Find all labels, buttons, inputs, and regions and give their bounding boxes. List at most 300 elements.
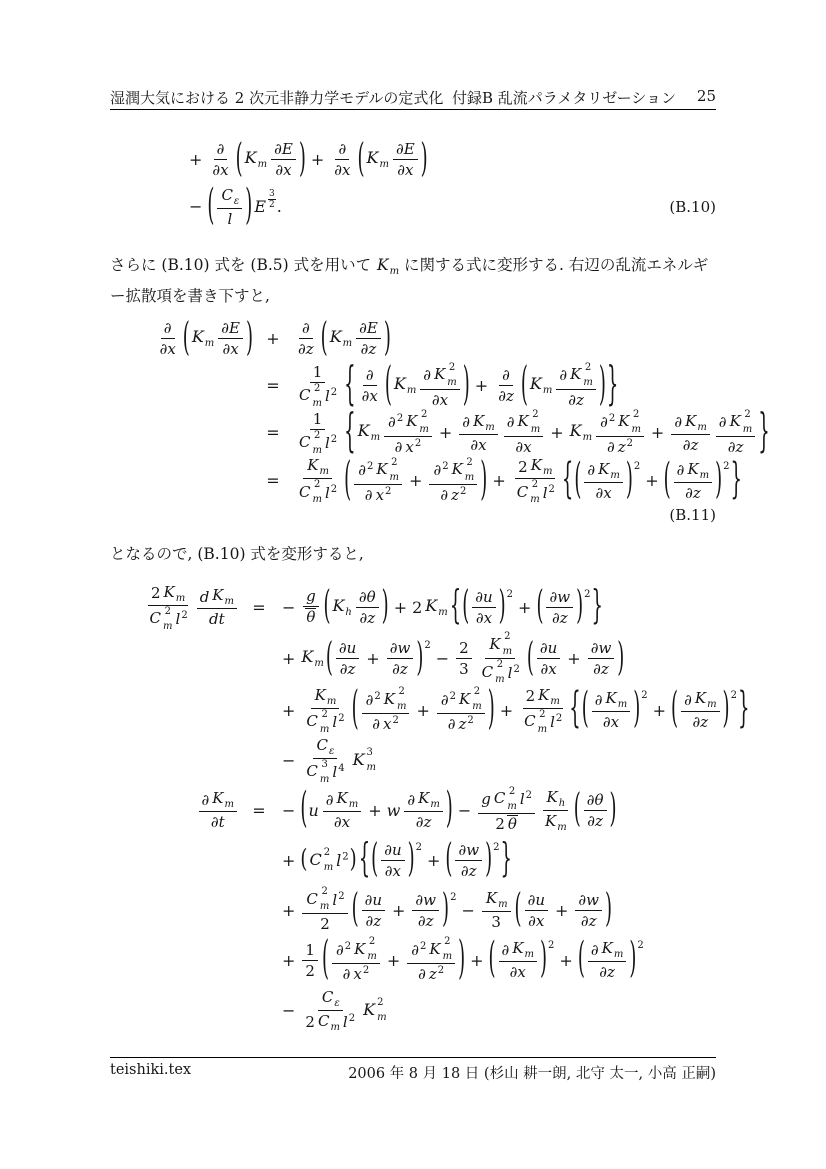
math-text: 2 xyxy=(150,584,161,602)
equation-lhs xyxy=(122,314,254,361)
math-fraction xyxy=(356,319,381,358)
math-sub: m xyxy=(175,592,186,604)
math-var: ∂x xyxy=(509,963,526,981)
open-delimiter: ( xyxy=(371,836,379,882)
math-operator: − xyxy=(461,900,475,920)
math-sub: m xyxy=(312,494,322,505)
math-group xyxy=(581,684,648,734)
math-sup: 4 xyxy=(338,763,345,774)
math-numerator xyxy=(323,789,361,812)
math-var: ∂ xyxy=(590,940,599,959)
equation-relation: = xyxy=(266,471,280,490)
open-delimiter: ( xyxy=(488,934,496,984)
math-numerator xyxy=(404,789,442,812)
math-group-content xyxy=(589,689,633,731)
math-sup-numerator: 3 xyxy=(269,188,275,199)
math-var-base: K xyxy=(307,456,319,474)
math-var: ∂w xyxy=(578,890,600,909)
equation-row xyxy=(140,835,716,885)
math-var xyxy=(485,889,508,910)
paragraph-transition: となるので, (B.10) 式を変形すると, xyxy=(110,545,364,563)
math-sub: m xyxy=(699,469,710,481)
equation-row xyxy=(122,505,716,525)
math-denominator xyxy=(437,485,469,504)
math-var: ∂ xyxy=(407,790,416,809)
math-numerator xyxy=(455,841,482,861)
math-var-base: K xyxy=(425,595,438,615)
math-group-content xyxy=(351,458,480,504)
math-group-exponent: 2 xyxy=(415,841,423,853)
math-var xyxy=(298,384,322,409)
math-sup: 3 xyxy=(366,746,373,758)
math-fraction xyxy=(499,939,537,981)
math-var xyxy=(244,148,267,170)
math-operator: − xyxy=(282,597,296,617)
math-var: ∂z xyxy=(727,437,744,456)
math-denominator xyxy=(467,435,489,454)
math-group xyxy=(207,180,253,230)
math-text: 3 xyxy=(459,660,469,678)
math-sup: 2 xyxy=(342,851,349,863)
open-delimiter: ( xyxy=(574,454,582,504)
math-var-base: K xyxy=(376,460,388,478)
math-sup: 2 xyxy=(525,790,532,802)
math-operator: + xyxy=(559,950,573,970)
open-delimiter: ( xyxy=(536,583,544,629)
math-var: ∂θ xyxy=(358,587,376,606)
math-denominator xyxy=(682,483,704,502)
math-var-base: l xyxy=(332,890,338,909)
math-group-exponent: 2 xyxy=(424,640,431,651)
math-group-exponent: 2 xyxy=(493,841,500,853)
math-var xyxy=(597,460,620,481)
math-sup: 2 xyxy=(366,461,374,472)
math-sub: m xyxy=(326,695,337,707)
math-var xyxy=(605,689,628,710)
math-var xyxy=(617,438,633,456)
math-var xyxy=(530,456,553,477)
math-group xyxy=(449,583,603,629)
math-text: 2 xyxy=(525,687,536,705)
equation-b11 xyxy=(122,314,770,525)
math-var-base: x xyxy=(382,715,392,733)
math-sub: m xyxy=(582,432,593,444)
math-group xyxy=(300,844,357,874)
running-head-section: 付録B 乱流パラメタリゼーション xyxy=(452,89,676,107)
math-var xyxy=(488,632,512,657)
math-var-base: ∂ xyxy=(433,461,442,479)
math-operator: + xyxy=(438,423,453,442)
math-var xyxy=(331,763,344,781)
math-var-base: K xyxy=(570,365,582,383)
math-fraction xyxy=(407,937,455,983)
math-var-base: C xyxy=(299,482,311,501)
math-subsup xyxy=(163,607,172,632)
equation-row xyxy=(140,632,716,685)
math-var xyxy=(458,715,474,733)
math-sub: m xyxy=(224,596,234,607)
math-var-base: x xyxy=(375,485,385,504)
inline-math-km xyxy=(376,256,400,278)
math-fraction xyxy=(537,639,560,678)
math-sub: m xyxy=(312,397,322,409)
math-sup: 2 xyxy=(368,936,376,947)
math-var xyxy=(599,413,615,431)
math-var-base: C xyxy=(299,433,311,451)
math-var: ∂ xyxy=(676,461,685,479)
math-fraction xyxy=(199,789,237,831)
equation-rhs xyxy=(278,931,645,986)
open-delimiter: ( xyxy=(325,634,333,681)
math-var xyxy=(424,596,447,618)
math-var: ∂u xyxy=(475,587,493,606)
open-delimiter: ( xyxy=(235,135,243,182)
math-var: ∂x xyxy=(159,340,176,358)
math-denominator xyxy=(445,714,477,733)
math-numerator xyxy=(393,140,418,160)
math-var xyxy=(684,412,707,433)
math-fraction xyxy=(331,140,353,179)
math-sub: m xyxy=(224,799,234,810)
math-subsup xyxy=(443,937,452,962)
math-var xyxy=(537,686,560,707)
math-var: g xyxy=(481,790,491,809)
math-var: ∂z xyxy=(339,660,356,678)
math-fraction xyxy=(575,891,602,930)
math-operator: + xyxy=(470,950,484,970)
open-delimiter: ( xyxy=(300,844,308,874)
close-delimiter: ) xyxy=(383,314,391,361)
math-denominator xyxy=(596,962,618,981)
math-sub: m xyxy=(610,469,620,481)
equation-relation: = xyxy=(252,597,266,617)
math-subsup xyxy=(419,410,428,435)
math-numerator xyxy=(537,639,560,659)
math-var-base: K xyxy=(434,365,446,383)
math-denominator xyxy=(302,607,319,626)
paragraph-text: に関する式に変形する. 右辺の乱流エネルギー拡散項を書き下すと, xyxy=(110,256,709,306)
math-var xyxy=(569,421,592,443)
math-group xyxy=(574,454,641,504)
math-sub: m xyxy=(507,800,517,812)
equation-rhs xyxy=(185,180,283,230)
close-delimiter: } xyxy=(606,357,619,412)
math-sup: 2 xyxy=(314,429,321,441)
math-fraction xyxy=(520,686,565,735)
math-var: w xyxy=(386,800,401,820)
open-delimiter: ( xyxy=(351,681,359,736)
math-fraction xyxy=(271,140,296,179)
math-numerator xyxy=(214,140,228,160)
math-subsup xyxy=(531,410,540,435)
math-sub: m xyxy=(542,385,553,397)
math-numerator xyxy=(318,988,343,1011)
close-delimiter: } xyxy=(737,684,750,734)
math-var-base: K xyxy=(517,412,529,430)
math-denominator xyxy=(272,160,294,179)
math-denominator xyxy=(600,712,622,731)
math-var xyxy=(305,887,329,912)
math-sub: m xyxy=(257,159,268,171)
math-group-content xyxy=(356,410,759,456)
math-sup: 2 xyxy=(314,382,321,394)
paragraph-intro xyxy=(110,253,720,308)
math-sup: 2 xyxy=(348,1013,356,1024)
math-var-base: C xyxy=(306,889,318,908)
math-var: ∂w xyxy=(590,639,612,657)
math-operator: + xyxy=(282,850,296,870)
math-group xyxy=(344,357,619,412)
math-group xyxy=(520,357,606,412)
math-var xyxy=(321,988,340,1009)
math-numerator xyxy=(499,366,513,386)
math-subsup xyxy=(447,363,456,388)
equation-row xyxy=(185,136,716,183)
math-sub: m xyxy=(319,901,330,912)
math-denominator xyxy=(537,659,559,678)
math-fraction xyxy=(495,366,517,405)
math-operator: + xyxy=(427,850,441,870)
math-numerator xyxy=(354,458,402,485)
math-sup: 2 xyxy=(396,413,404,424)
math-var: d xyxy=(199,587,210,606)
math-var-base: K xyxy=(545,811,557,830)
math-sup: 2 xyxy=(496,659,504,670)
math-sub: m xyxy=(464,471,475,483)
math-var xyxy=(220,186,239,207)
math-fraction xyxy=(588,939,626,981)
open-delimiter: { xyxy=(344,404,356,459)
math-group xyxy=(325,634,431,681)
math-var xyxy=(405,410,429,435)
math-numerator xyxy=(332,937,380,964)
equation-lhs xyxy=(140,583,240,632)
math-numerator xyxy=(362,687,410,714)
math-sub: m xyxy=(447,376,457,388)
math-denominator xyxy=(295,383,340,409)
math-var-base: z xyxy=(428,965,437,983)
math-var xyxy=(511,939,534,960)
math-fraction xyxy=(295,410,340,456)
math-var-base: K xyxy=(569,421,582,441)
math-var: ∂ xyxy=(364,485,373,504)
math-var-base: C xyxy=(317,1011,330,1030)
math-fraction xyxy=(354,458,402,504)
math-sup: 2 xyxy=(744,408,751,420)
math-numerator xyxy=(303,456,332,479)
math-group xyxy=(371,836,423,882)
math-numerator xyxy=(515,456,555,479)
math-group xyxy=(344,404,770,459)
math-var-base: C xyxy=(221,185,233,204)
math-var: ∂ xyxy=(163,319,172,337)
math-var: ∂x xyxy=(275,161,292,179)
math-group-content xyxy=(528,363,599,409)
math-var-base: z xyxy=(458,715,467,733)
math-var-base: C xyxy=(493,789,506,808)
math-var-base: ∂ xyxy=(600,413,608,431)
math-sup: 2 xyxy=(460,485,467,497)
math-var-base: K xyxy=(687,459,699,478)
math-operator: + xyxy=(392,900,406,920)
math-fraction xyxy=(478,787,535,833)
close-delimiter: } xyxy=(758,404,770,459)
math-sup: 2 xyxy=(539,708,546,720)
math-sub: m xyxy=(319,466,329,477)
math-sup: 2 xyxy=(449,690,456,702)
math-sub: m xyxy=(430,799,440,810)
math-sub: m xyxy=(419,423,429,435)
math-var-base: C xyxy=(306,712,318,730)
close-delimiter: ) xyxy=(245,314,253,361)
math-sup: 2 xyxy=(398,686,405,697)
math-var-base: C xyxy=(299,386,311,404)
math-denominator xyxy=(495,386,517,405)
math-sub: m xyxy=(631,423,641,435)
math-numerator xyxy=(592,689,630,712)
math-sub: m xyxy=(319,773,330,785)
open-delimiter: { xyxy=(344,357,356,412)
equation-row xyxy=(140,785,716,835)
close-delimiter: ) xyxy=(480,452,488,507)
math-fraction xyxy=(525,891,548,930)
math-var xyxy=(316,736,335,757)
math-sup: 2 xyxy=(473,686,481,697)
math-var: ∂x xyxy=(334,161,351,179)
math-sup: 2 xyxy=(632,408,640,420)
math-var-base: K xyxy=(244,148,257,168)
math-numerator xyxy=(299,319,313,339)
math-var-base: K xyxy=(163,582,175,601)
math-var xyxy=(417,789,440,810)
math-var-base: K xyxy=(393,374,406,394)
math-var xyxy=(617,410,641,435)
math-var-base: K xyxy=(406,412,418,430)
math-group-content xyxy=(243,140,299,179)
math-denominator xyxy=(369,714,402,733)
math-group-exponent: 2 xyxy=(641,690,648,701)
math-numerator xyxy=(420,363,459,390)
math-sup: 3 xyxy=(321,758,328,770)
close-delimiter: ) xyxy=(462,357,470,412)
close-delimiter: ) xyxy=(617,634,625,681)
math-denominator xyxy=(507,962,529,981)
math-operator: + xyxy=(282,950,296,970)
math-operator: + xyxy=(474,376,489,395)
math-subsup xyxy=(320,710,329,735)
math-var: ∂x xyxy=(431,390,449,409)
math-numerator xyxy=(523,686,563,709)
open-delimiter: ( xyxy=(384,357,392,412)
close-delimiter: ) xyxy=(298,135,306,182)
math-group xyxy=(321,931,466,986)
math-var-base: K xyxy=(336,789,348,807)
math-sup: 2 xyxy=(466,456,473,468)
math-var-base: K xyxy=(489,634,501,653)
math-denominator xyxy=(302,709,347,735)
math-numerator xyxy=(311,686,340,709)
math-group-content xyxy=(356,357,607,412)
math-group-content xyxy=(461,583,591,629)
math-fraction xyxy=(381,841,404,880)
math-var-base: K xyxy=(354,939,366,958)
math-group-content xyxy=(573,454,730,504)
math-sup: 2 xyxy=(321,886,328,897)
math-numerator xyxy=(459,412,497,435)
math-denominator xyxy=(680,435,702,454)
math-var-base: l xyxy=(175,610,181,628)
math-var-base: K xyxy=(694,689,707,707)
math-fraction xyxy=(295,319,317,358)
math-var: ∂u xyxy=(364,890,383,909)
close-delimiter: ) xyxy=(625,454,633,504)
math-fraction xyxy=(362,891,385,930)
math-var xyxy=(516,480,540,505)
math-var: ∂ xyxy=(342,965,351,983)
math-group-content xyxy=(581,684,738,734)
math-var xyxy=(305,760,329,785)
math-group-content xyxy=(452,841,485,880)
math-text: 2 xyxy=(305,1013,315,1031)
math-group-exponent: 2 xyxy=(637,940,644,951)
math-var: ∂ xyxy=(501,940,510,959)
math-numerator xyxy=(588,639,615,659)
math-numerator xyxy=(671,412,709,435)
math-group-content xyxy=(190,319,246,358)
close-delimiter: } xyxy=(500,836,512,882)
math-fraction xyxy=(456,639,472,678)
math-group xyxy=(514,886,613,932)
math-numerator xyxy=(161,319,175,339)
math-numerator xyxy=(504,410,543,437)
math-var: ∂x xyxy=(397,161,414,179)
math-sub: m xyxy=(498,899,508,910)
math-denominator xyxy=(209,160,231,179)
math-var: ∂u xyxy=(338,639,357,657)
math-sup: 2 xyxy=(338,890,345,902)
math-var xyxy=(472,412,495,433)
math-group xyxy=(235,135,306,182)
math-var: ∂x xyxy=(595,483,612,502)
math-var: ∂x xyxy=(212,161,229,179)
math-var: ∂u xyxy=(384,840,402,859)
open-delimiter: ( xyxy=(573,786,581,832)
math-subsup xyxy=(312,480,321,505)
math-var-base: l xyxy=(332,763,338,781)
math-var: ∂x xyxy=(540,660,557,678)
math-var: ∂x xyxy=(222,340,239,358)
equation-rhs xyxy=(278,632,625,685)
math-fraction xyxy=(504,410,543,456)
math-var: ∂ xyxy=(325,790,334,809)
math-var: ∂x xyxy=(361,387,378,405)
math-sup: 2 xyxy=(181,610,188,621)
math-group-content xyxy=(329,937,458,983)
math-var xyxy=(517,410,541,435)
math-sub: m xyxy=(557,821,567,833)
math-numerator xyxy=(387,639,414,659)
close-delimiter: ) xyxy=(458,931,466,986)
math-var xyxy=(331,713,344,731)
math-var: ∂ xyxy=(587,461,596,479)
close-delimiter: ) xyxy=(420,135,428,182)
math-subsup xyxy=(320,760,329,785)
math-fraction xyxy=(716,410,755,456)
close-delimiter: } xyxy=(730,454,742,504)
math-denominator xyxy=(520,709,565,735)
math-group-exponent: 2 xyxy=(730,690,737,701)
math-subsup xyxy=(583,363,592,388)
